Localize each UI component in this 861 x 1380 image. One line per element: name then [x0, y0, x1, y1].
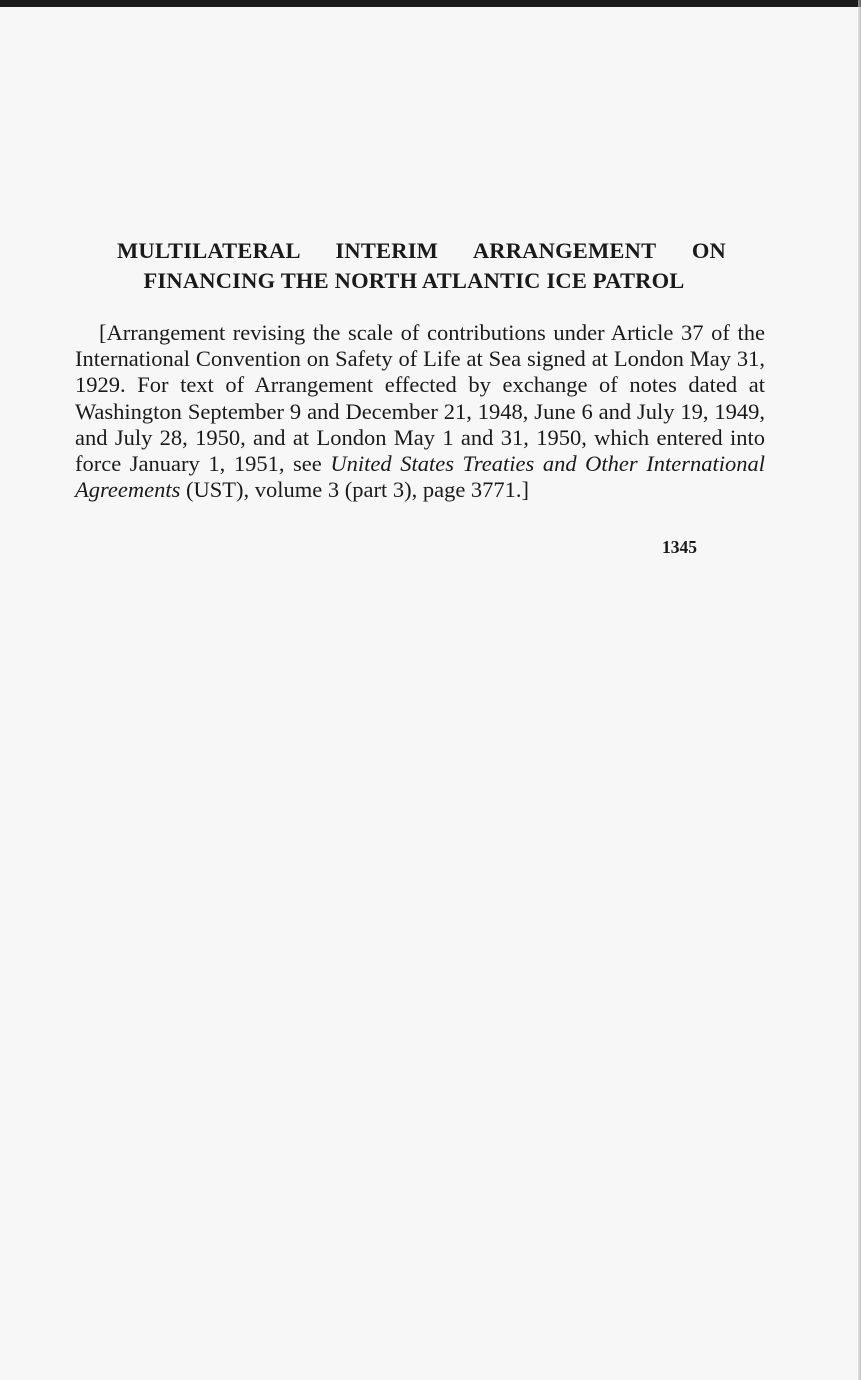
page-number: 1345: [662, 537, 697, 557]
arrangement-note: [75, 320, 765, 503]
title-line-1: MULTILATERAL INTERIM ARRANGEMENT ON: [117, 238, 726, 263]
document-title: [75, 236, 765, 296]
note-text-part-2: (UST), volume 3 (part 3), page 3771.]: [180, 477, 530, 503]
note-text-part-1: [Arrangement revising the scale of contributions under Article 37 of the International Convention on Safety of Life at Sea signed at London May 31, 1929. For text of Arrangement effected by exchange of notes dated at Washington September 9 and December 21, 1948, June 6 and July 19, 1949, and July 28, 1950, and at London May 1 and 31, 1950, which entered into force January 1, 1951, see: [75, 320, 765, 477]
scan-top-edge: [0, 0, 861, 7]
ust-reference: United States Treaties and Other International Agreements: [75, 451, 765, 503]
document-page: [75, 236, 765, 503]
title-line-2: FINANCING THE NORTH ATLANTIC ICE PATROL: [143, 268, 685, 293]
